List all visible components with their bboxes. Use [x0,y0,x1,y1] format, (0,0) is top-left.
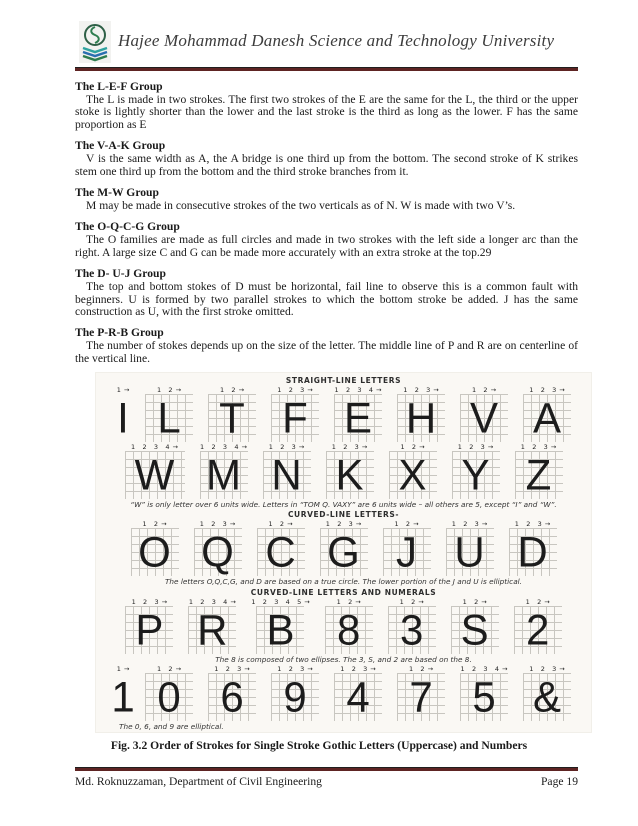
header-divider-rule [75,67,578,71]
letter-glyph: 0 [157,672,181,721]
letter-glyph: S [460,605,489,654]
guide-grid [397,673,445,721]
page-footer [75,775,578,788]
section-paragraph: M may be made in consecutive strokes of the two verticals as of N. W is made with two V’s. [86,199,516,213]
figure-letter-cell [334,665,382,721]
stroke-order-marks: 1 2 3 4→ [200,443,247,452]
footer-page-number: Page 19 [540,775,578,788]
letter-glyph: 3 [399,605,424,654]
figure-letter-cell [326,443,374,499]
figure-letter-cell [125,598,173,654]
page-header-university-name: Hajee Mohammad Danesh Science and Technology University [118,31,555,50]
figure-row-caption: The letters O,Q,C,G, and D are based on a true circle. The lower portion of the J and U is elliptical. [164,577,523,587]
text-section [75,326,578,365]
guide-grid [194,528,242,576]
letter-glyph: X [398,450,427,499]
guide-grid [145,394,193,442]
stroke-order-marks: 1 2 3→ [331,443,368,452]
stroke-order-marks: 1 2→ [219,386,245,395]
figure-letter-cell [460,386,508,442]
letter-glyph: 8 [336,605,361,654]
stroke-order-marks: 1 2 3→ [325,520,362,529]
stroke-order-marks: 1 2 3→ [131,597,168,606]
figure-letter-cell [397,665,445,721]
letter-glyph: A [532,393,561,442]
letter-glyph: Q [201,527,234,576]
section-heading: The O-Q-C-G Group [75,220,180,234]
figure-letter-cell [523,386,571,442]
figure-letter-cell [116,386,130,442]
section-heading: The P-R-B Group [75,326,164,340]
guide-grid [514,606,562,654]
section-paragraph: V is the same width as A, the A bridge is one third up from the bottom. The second stroke of K strikes stem one third up from the bottom and the third stroke branches from it. [75,152,578,178]
letter-glyph: V [469,393,498,442]
letter-glyph: 7 [409,672,433,721]
footer-divider-rule [75,767,578,771]
letter-glyph: 1 [111,672,135,721]
figure-letter-cell [514,598,562,654]
figure-letter-cell [251,598,309,654]
guide-grid [451,606,499,654]
figure-letter-cell [271,665,319,721]
guide-grid [131,528,179,576]
figure-row-caption: “W” is only letter over 6 units wide. Letters in “TOM Q. VAXY” are 6 units wide – all others are 5, except “I” and “W”. [130,500,557,510]
letter-glyph: H [405,393,437,442]
figure-section-title: CURVED-LINE LETTERS AND NUMERALS [250,587,437,597]
letter-glyph: J [396,527,417,576]
guide-grid [208,673,256,721]
figure-letter-row [97,386,590,442]
figure-row-caption: The 0, 6, and 9 are elliptical. [119,721,224,731]
figure-letter-cell [451,598,499,654]
section-heading: The L-E-F Group [75,80,163,93]
stroke-order-marks: 1 2→ [525,597,550,606]
figure-letter-cell [125,443,185,499]
figure-section-title: STRAIGHT-LINE LETTERS [285,376,402,385]
stroke-order-marks: 1 2 3→ [529,664,565,673]
letter-glyph: Y [461,450,490,499]
section-paragraph: The number of stokes depends up on the size of the letter. The middle line of P and R are on centerline of the vertical line. [75,339,578,365]
stroke-order-marks: 1 2→ [471,386,497,395]
letter-glyph: 4 [346,672,370,721]
figure-letter-cell [145,665,193,721]
guide-grid [116,394,130,442]
section-paragraph: The L is made in two strokes. The first two strokes of the E are the same for the L, the third or the upper stoke is lightly shorter than the lower and the last stroke is the third as long as the lower. F has the same proportion as E [75,93,578,131]
guide-grid [460,673,508,721]
letter-glyph: U [454,527,485,576]
stroke-order-marks: 1 2→ [462,597,487,606]
guide-grid [271,673,319,721]
figure-section-title: CURVED-LINE LETTERS- [287,510,400,520]
stroke-order-marks: 1 2 3→ [277,664,313,673]
figure-letter-cell [111,664,135,721]
guide-grid [125,606,173,654]
university-logo-icon [79,21,111,63]
text-section [75,186,578,212]
section-heading: The M-W Group [75,186,159,200]
guide-grid [325,606,373,654]
guide-grid [200,451,248,499]
stroke-order-marks: 1 2 3 4→ [334,386,382,395]
guide-grid [111,672,135,721]
footer-author: Md. Roknuzzaman, Department of Civil Engineering [75,775,322,788]
figure-letter-cell [208,665,256,721]
letter-glyph: L [157,393,181,442]
guide-grid [334,673,382,721]
figure-letter-cell [388,598,436,654]
figure-letter-row [97,520,590,576]
guide-grid [188,606,236,654]
figure-letter-cell [145,386,193,442]
stroke-order-marks: 1 2 3→ [199,520,236,529]
guide-grid [145,673,193,721]
letter-glyph: 9 [283,672,307,721]
stroke-order-marks: 1 2→ [268,520,293,529]
figure-letter-cell [509,520,557,576]
figure-letter-cell [446,520,494,576]
section-paragraph: The O families are made as full circles and made in two strokes with the left side a longer arc than the right. A large size C and G can be made more accurately with an extra stroke at the top.29 [75,233,578,259]
figure-row-caption: The 8 is composed of two ellipses. The 3, S, and 2 are based on the 8. [215,654,472,664]
letter-glyph: B [266,605,295,654]
stroke-order-marks: 1 2 3→ [520,443,557,452]
figure-letter-cell [452,443,500,499]
letter-glyph: O [138,527,171,576]
stroke-order-marks: 1 2 3→ [277,386,313,395]
figure-letter-cell [397,386,445,442]
body-sections [75,72,578,368]
letter-glyph: 5 [472,672,496,721]
guide-grid [326,451,374,499]
stroke-order-marks: 1 2 3→ [214,664,250,673]
text-section [75,267,578,318]
figure-3-2 [95,372,592,733]
figure-letter-cell [334,386,382,442]
stroke-order-marks: 1 2→ [394,520,419,529]
figure-letter-cell [460,665,508,721]
letter-glyph: G [327,527,360,576]
guide-grid [271,394,319,442]
letter-glyph: F [282,393,308,442]
stroke-order-marks: 1 2→ [399,597,424,606]
stroke-order-marks: 1 2→ [156,386,182,395]
figure-letter-cell [523,665,571,721]
figure-letter-cell [325,598,373,654]
figure-letter-cell [263,443,311,499]
figure-letter-cell [194,520,242,576]
guide-grid [125,451,185,499]
stroke-order-marks: 1 2→ [142,520,167,529]
stroke-order-marks: 1 2 3→ [514,520,551,529]
guide-grid [383,528,431,576]
letter-glyph: P [135,605,164,654]
figure-letter-cell [257,520,305,576]
letter-glyph: 6 [220,672,244,721]
guide-grid [320,528,368,576]
text-section [75,220,578,259]
figure-letter-cell [188,598,236,654]
stroke-order-marks: 1→ [116,664,130,673]
guide-grid [256,606,304,654]
stroke-order-marks: 1 2 3 4→ [131,443,178,452]
letter-glyph: E [343,393,372,442]
stroke-order-marks: 1 2 3→ [457,443,494,452]
guide-grid [263,451,311,499]
letter-glyph: C [265,527,296,576]
figure-letter-cell [320,520,368,576]
guide-grid [523,673,571,721]
stroke-order-marks: 1 2 3→ [340,664,376,673]
section-paragraph: The top and bottom stokes of D must be horizontal, fail line to observe this is a common fault with beginners. U is formed by two parallel strokes to which the bottom stroke be added. J has the same construction as U, with the first stroke omitted. [75,280,578,319]
letter-glyph: N [271,450,302,499]
section-heading: The V-A-K Group [75,139,166,153]
stroke-order-marks: 1 2→ [156,664,182,673]
guide-grid [257,528,305,576]
guide-grid [397,394,445,442]
letter-glyph: T [219,393,245,442]
stroke-order-marks: 1 2 3 4 5→ [251,597,310,606]
figure-letter-row [97,598,590,654]
figure-letter-cell [383,520,431,576]
letter-glyph: K [335,450,364,499]
letter-glyph: D [517,527,548,576]
figure-letter-cell [271,386,319,442]
stroke-order-marks: 1 2→ [400,443,425,452]
letter-glyph: W [134,450,175,499]
figure-letter-cell [131,520,179,576]
figure-letter-cell [208,386,256,442]
stroke-order-marks: 1 2→ [336,597,361,606]
stroke-order-marks: 1 2 3 4→ [460,664,508,673]
letter-glyph: 2 [525,605,550,654]
section-heading: The D- U-J Group [75,267,166,281]
letter-glyph: & [532,672,561,721]
text-section [75,139,578,178]
letter-glyph: M [206,450,241,499]
figure-letter-row [97,665,590,721]
figure-letter-cell [389,443,437,499]
guide-grid [389,451,437,499]
guide-grid [208,394,256,442]
guide-grid [515,451,563,499]
letter-glyph: R [197,605,228,654]
text-section [75,80,578,131]
stroke-order-marks: 1 2 3→ [403,386,439,395]
stroke-order-marks: 1 2 3 4→ [188,597,236,606]
stroke-order-marks: 1 2 3→ [268,443,305,452]
stroke-order-marks: 1 2 3→ [451,520,488,529]
figure-letter-cell [515,443,563,499]
figure-letter-row [97,443,590,499]
stroke-order-marks: 1→ [116,386,130,395]
guide-grid [523,394,571,442]
stroke-order-marks: 1 2 3→ [529,386,565,395]
guide-grid [334,394,382,442]
stroke-order-marks: 1 2→ [408,664,434,673]
guide-grid [388,606,436,654]
guide-grid [446,528,494,576]
figure-letter-cell [200,443,248,499]
guide-grid [460,394,508,442]
figure-caption: Fig. 3.2 Order of Strokes for Single Stroke Gothic Letters (Uppercase) and Numbers [110,739,528,752]
letter-glyph: Z [525,450,552,499]
guide-grid [509,528,557,576]
letter-glyph: I [117,393,129,442]
guide-grid [452,451,500,499]
